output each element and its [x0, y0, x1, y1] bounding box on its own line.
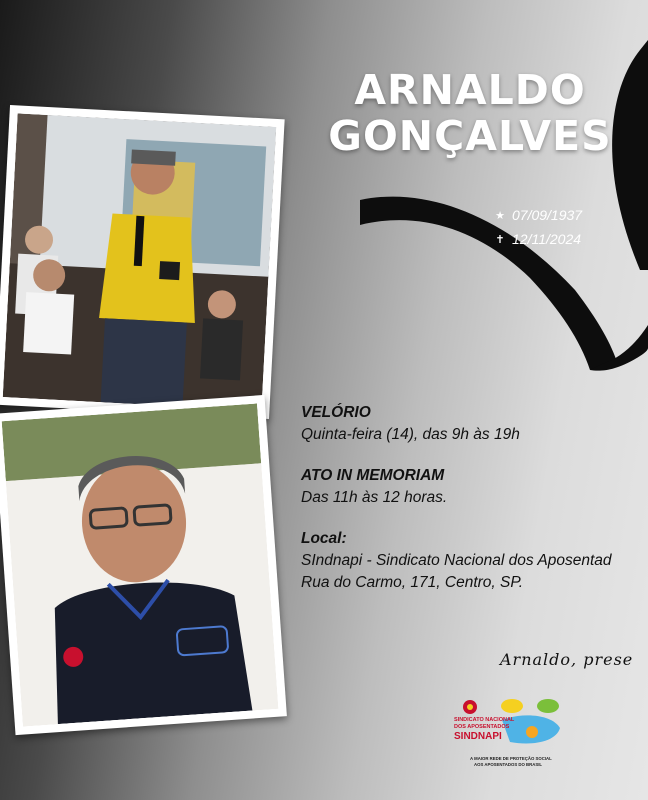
life-dates	[494, 203, 582, 251]
local-line1: SIndnapi - Sindicato Nacional dos Aposentad	[301, 552, 612, 569]
logo-line3: SINDNAPI	[454, 731, 502, 742]
birth-row	[494, 203, 582, 227]
logo-tagline1: A MAIOR REDE DE PROTEÇÃO SOCIAL	[470, 756, 552, 761]
name-first-line: ARNALDO	[354, 66, 586, 114]
death-row	[494, 227, 582, 251]
photo-speaking	[0, 105, 285, 419]
local-heading: Local:	[301, 530, 347, 547]
velorio-heading: VELÓRIO	[301, 404, 371, 421]
logo-tagline2: AOS APOSENTADOS DO BRASIL	[474, 762, 543, 767]
velorio-text: Quinta-feira (14), das 9h às 19h	[301, 426, 520, 443]
death-date: 12/11/2024	[512, 231, 582, 247]
star-icon: ★	[495, 209, 505, 222]
name-second-line: GONÇALVES	[328, 112, 612, 160]
ato-text: Das 11h às 12 horas.	[301, 489, 448, 506]
ato-heading: ATO IN MEMORIAM	[301, 467, 445, 484]
funeral-info	[301, 402, 648, 594]
photo-speaking-image	[3, 113, 277, 410]
local-line2: Rua do Carmo, 171, Centro, SP.	[301, 574, 524, 591]
logo-line1: SINDICATO NACIONAL	[454, 717, 515, 723]
cross-icon: ✝	[495, 233, 505, 246]
photo-portrait	[0, 395, 287, 735]
sindnapi-logo	[452, 698, 564, 778]
logo-line2: DOS APOSENTADOS	[454, 724, 510, 730]
photo-portrait-image	[2, 403, 279, 726]
signature-text: Arnaldo, prese	[500, 650, 634, 669]
birth-date: 07/09/1937	[512, 207, 583, 223]
